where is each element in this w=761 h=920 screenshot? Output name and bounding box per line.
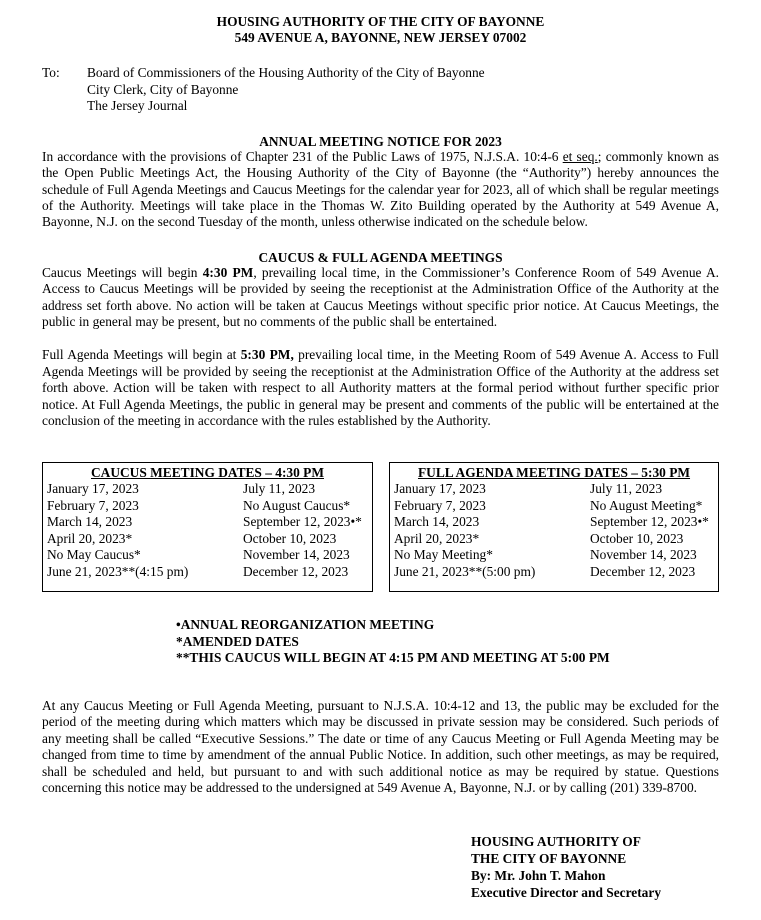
signature-title: Executive Director and Secretary [471,885,662,900]
caucus-date: December 12, 2023 [243,563,349,579]
full-agenda-date: December 12, 2023 [590,563,696,579]
signature-org-line1: HOUSING AUTHORITY OF [471,834,641,849]
annual-notice-paragraph [42,149,719,231]
to-label: To: [42,65,60,80]
caucus-date: April 20, 2023* [47,530,133,546]
signature-signer: By: Mr. John T. Mahon [471,868,606,883]
full-agenda-date: February 7, 2023 [394,497,486,513]
caucus-dates-title: CAUCUS MEETING DATES – 4:30 PM [91,465,324,480]
note-amended-dates: *AMENDED DATES [176,633,299,649]
caucus-date: September 12, 2023•* [243,514,362,529]
caucus-date: No August Caucus* [243,497,351,513]
caucus-time: 4:30 PM [202,264,254,280]
caucus-date: January 17, 2023 [47,481,139,496]
meeting-schedules [42,462,719,608]
recipient-clerk: City Clerk, City of Bayonne [87,81,239,97]
full-agenda-date: No May Meeting* [394,547,493,562]
caucus-paragraph [42,265,719,331]
annual-notice-title: ANNUAL MEETING NOTICE FOR 2023 [259,133,502,149]
caucus-date: June 21, 2023**(4:15 pm) [47,563,189,579]
full-agenda-paragraph [42,347,719,429]
full-agenda-dates-grid [394,481,714,580]
caucus-dates-box [42,462,373,592]
schedule-notes [176,617,610,667]
annual-notice-text-end: ; commonly known as the Open Public Meetings Act, the Housing Authority of the City of Bayonne (the “Authority”) hereby announces the schedule of Full Agenda Meetings and Caucus Meetings for the calendar year for 2023, all of which shall be regular meetings of the Authority. Meetings will take place in the Thomas W. Zito Building operated by the Authority at 549 Avenue A, Bayonne, N.J. on the second Tuesday of the month, unless otherwise indicated on the schedule below. [42,148,719,230]
note-reorganization: •ANNUAL REORGANIZATION MEETING [176,617,435,632]
full-agenda-date: January 17, 2023 [394,481,486,496]
caucus-date: March 14, 2023 [47,514,133,529]
letterhead-address: 549 AVENUE A, BAYONNE, NEW JERSEY 07002 [234,30,527,45]
full-agenda-date: September 12, 2023•* [590,514,709,529]
caucus-text-start: Caucus Meetings will begin [42,264,203,280]
full-agenda-date: July 11, 2023 [590,481,663,496]
caucus-text-end: , prevailing local time, in the Commissioner’s Conference Room of 549 Avenue A. Access to Caucus Meetings will be provided by seeing the receptionist at the Administration Office of the Authority at the address set forth above. No action will be taken at Caucus Meetings without specific prior notice. At Caucus Meetings, the public in general may be present, but no comments of the public shall be entertained. [42,264,719,330]
recipients-list [87,65,485,115]
et-seq-citation: et seq. [562,148,598,164]
caucus-date: July 11, 2023 [243,481,316,496]
caucus-date: October 10, 2023 [243,530,337,546]
note-caucus-time: **THIS CAUCUS WILL BEGIN AT 4:15 PM AND MEETING AT 5:00 PM [176,650,610,665]
full-agenda-dates-title: FULL AGENDA MEETING DATES – 5:30 PM [417,465,691,480]
full-agenda-date: November 14, 2023 [590,547,697,562]
signature-org-line2: THE CITY OF BAYONNE [471,851,627,866]
letterhead [42,14,719,46]
closing-paragraph: At any Caucus Meeting or Full Agenda Meeting, pursuant to N.J.S.A. 10:4-12 and 13, the public may be excluded for the period of the meeting during which matters which may be discussed in private session may be considered. Such periods of any meeting shall be called “Executive Sessions.” The date or time of any Caucus Meeting or Full Agenda Meeting may be changed from time to time by amendment of the annual Public Notice. In addition, such other meetings, as may be required, shall be scheduled and held, but pursuant to and with such additional notice as may be required by statue. Questions concerning this notice may be addressed to the undersigned at 549 Avenue A, Bayonne, N.J. or by calling (201) 339-8700. [42,698,719,796]
recipient-board: Board of Commissioners of the Housing Authority of the City of Bayonne [87,65,485,80]
notice-document [42,14,719,429]
full-agenda-date: March 14, 2023 [394,514,480,529]
caucus-dates-grid [47,481,368,580]
letterhead-org-name: HOUSING AUTHORITY OF THE CITY OF BAYONNE [216,14,545,29]
signature-block [471,833,661,901]
caucus-date: November 14, 2023 [243,547,350,562]
full-agenda-text-end: prevailing local time, in the Meeting Room of 549 Avenue A. Access to Full Agenda Meetings will be provided by seeing the receptionist at the Administration Office of the Authority at the address set forth above. Action will be taken with respect to all Authority matters at the formal period without further specific prior notice. At Full Agenda Meetings, the public in general may be present and comments of the public will be entertained at the conclusion of the meeting in accordance with the rules established by the Authority. [42,347,720,429]
recipients-block [42,65,719,115]
full-agenda-date: April 20, 2023* [394,530,480,546]
full-agenda-date: October 10, 2023 [590,530,684,546]
recipient-journal: The Jersey Journal [87,98,188,114]
full-agenda-date: June 21, 2023**(5:00 pm) [394,563,536,579]
caucus-date: February 7, 2023 [47,497,139,513]
full-agenda-text-start: Full Agenda Meetings will begin at [42,347,241,363]
full-agenda-dates-box [389,462,719,592]
caucus-date: No May Caucus* [47,547,141,562]
full-agenda-date: No August Meeting* [590,497,703,513]
annual-notice-text-start: In accordance with the provisions of Chapter 231 of the Public Laws of 1975, N.J.S.A. 10:4-6 [42,148,563,164]
meetings-title: CAUCUS & FULL AGENDA MEETINGS [258,249,503,265]
full-agenda-time: 5:30 PM, [240,347,294,363]
